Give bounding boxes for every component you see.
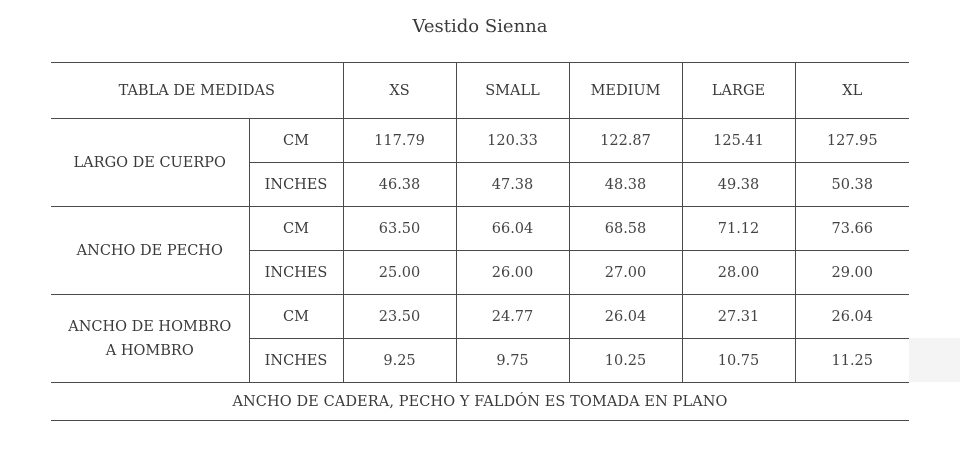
value-cell: 24.77 [456, 295, 569, 339]
size-header-large: LARGE [682, 63, 795, 119]
unit-cell: CM [249, 207, 343, 251]
value-cell: 125.41 [682, 119, 795, 163]
size-header-xs: XS [343, 63, 456, 119]
table-row [51, 119, 909, 163]
value-cell: 71.12 [682, 207, 795, 251]
table-header-label: TABLA DE MEDIDAS [51, 63, 343, 119]
value-cell: 10.25 [569, 339, 682, 383]
value-cell: 50.38 [795, 163, 909, 207]
table-row [51, 207, 909, 251]
value-cell: 10.75 [682, 339, 795, 383]
value-cell: 23.50 [343, 295, 456, 339]
value-cell: 66.04 [456, 207, 569, 251]
unit-cell: CM [249, 295, 343, 339]
side-shade [909, 338, 960, 382]
value-cell: 49.38 [682, 163, 795, 207]
value-cell: 68.58 [569, 207, 682, 251]
page-title: Vestido Sienna [412, 16, 548, 37]
unit-cell: INCHES [249, 339, 343, 383]
table-row [51, 295, 909, 339]
value-cell: 9.75 [456, 339, 569, 383]
value-cell: 73.66 [795, 207, 909, 251]
size-header-small: SMALL [456, 63, 569, 119]
value-cell: 122.87 [569, 119, 682, 163]
value-cell: 29.00 [795, 251, 909, 295]
value-cell: 27.31 [682, 295, 795, 339]
value-cell: 120.33 [456, 119, 569, 163]
value-cell: 46.38 [343, 163, 456, 207]
table-header-row [51, 63, 909, 119]
value-cell: 26.00 [456, 251, 569, 295]
footer-note: ANCHO DE CADERA, PECHO Y FALDÓN ES TOMADA EN PLANO [51, 383, 909, 421]
size-chart-table [51, 62, 909, 421]
value-cell: 25.00 [343, 251, 456, 295]
size-header-medium: MEDIUM [569, 63, 682, 119]
value-cell: 47.38 [456, 163, 569, 207]
value-cell: 11.25 [795, 339, 909, 383]
value-cell: 63.50 [343, 207, 456, 251]
table-footer-row [51, 383, 909, 421]
value-cell: 27.00 [569, 251, 682, 295]
size-header-xl: XL [795, 63, 909, 119]
measurement-label-largo-de-cuerpo: LARGO DE CUERPO [51, 119, 249, 207]
value-cell: 127.95 [795, 119, 909, 163]
value-cell: 117.79 [343, 119, 456, 163]
measurement-label-ancho-de-pecho: ANCHO DE PECHO [51, 207, 249, 295]
value-cell: 9.25 [343, 339, 456, 383]
value-cell: 48.38 [569, 163, 682, 207]
unit-cell: INCHES [249, 251, 343, 295]
unit-cell: INCHES [249, 163, 343, 207]
unit-cell: CM [249, 119, 343, 163]
value-cell: 26.04 [795, 295, 909, 339]
value-cell: 28.00 [682, 251, 795, 295]
measurement-label-ancho-de-hombro: ANCHO DE HOMBRO A HOMBRO [51, 295, 249, 383]
value-cell: 26.04 [569, 295, 682, 339]
